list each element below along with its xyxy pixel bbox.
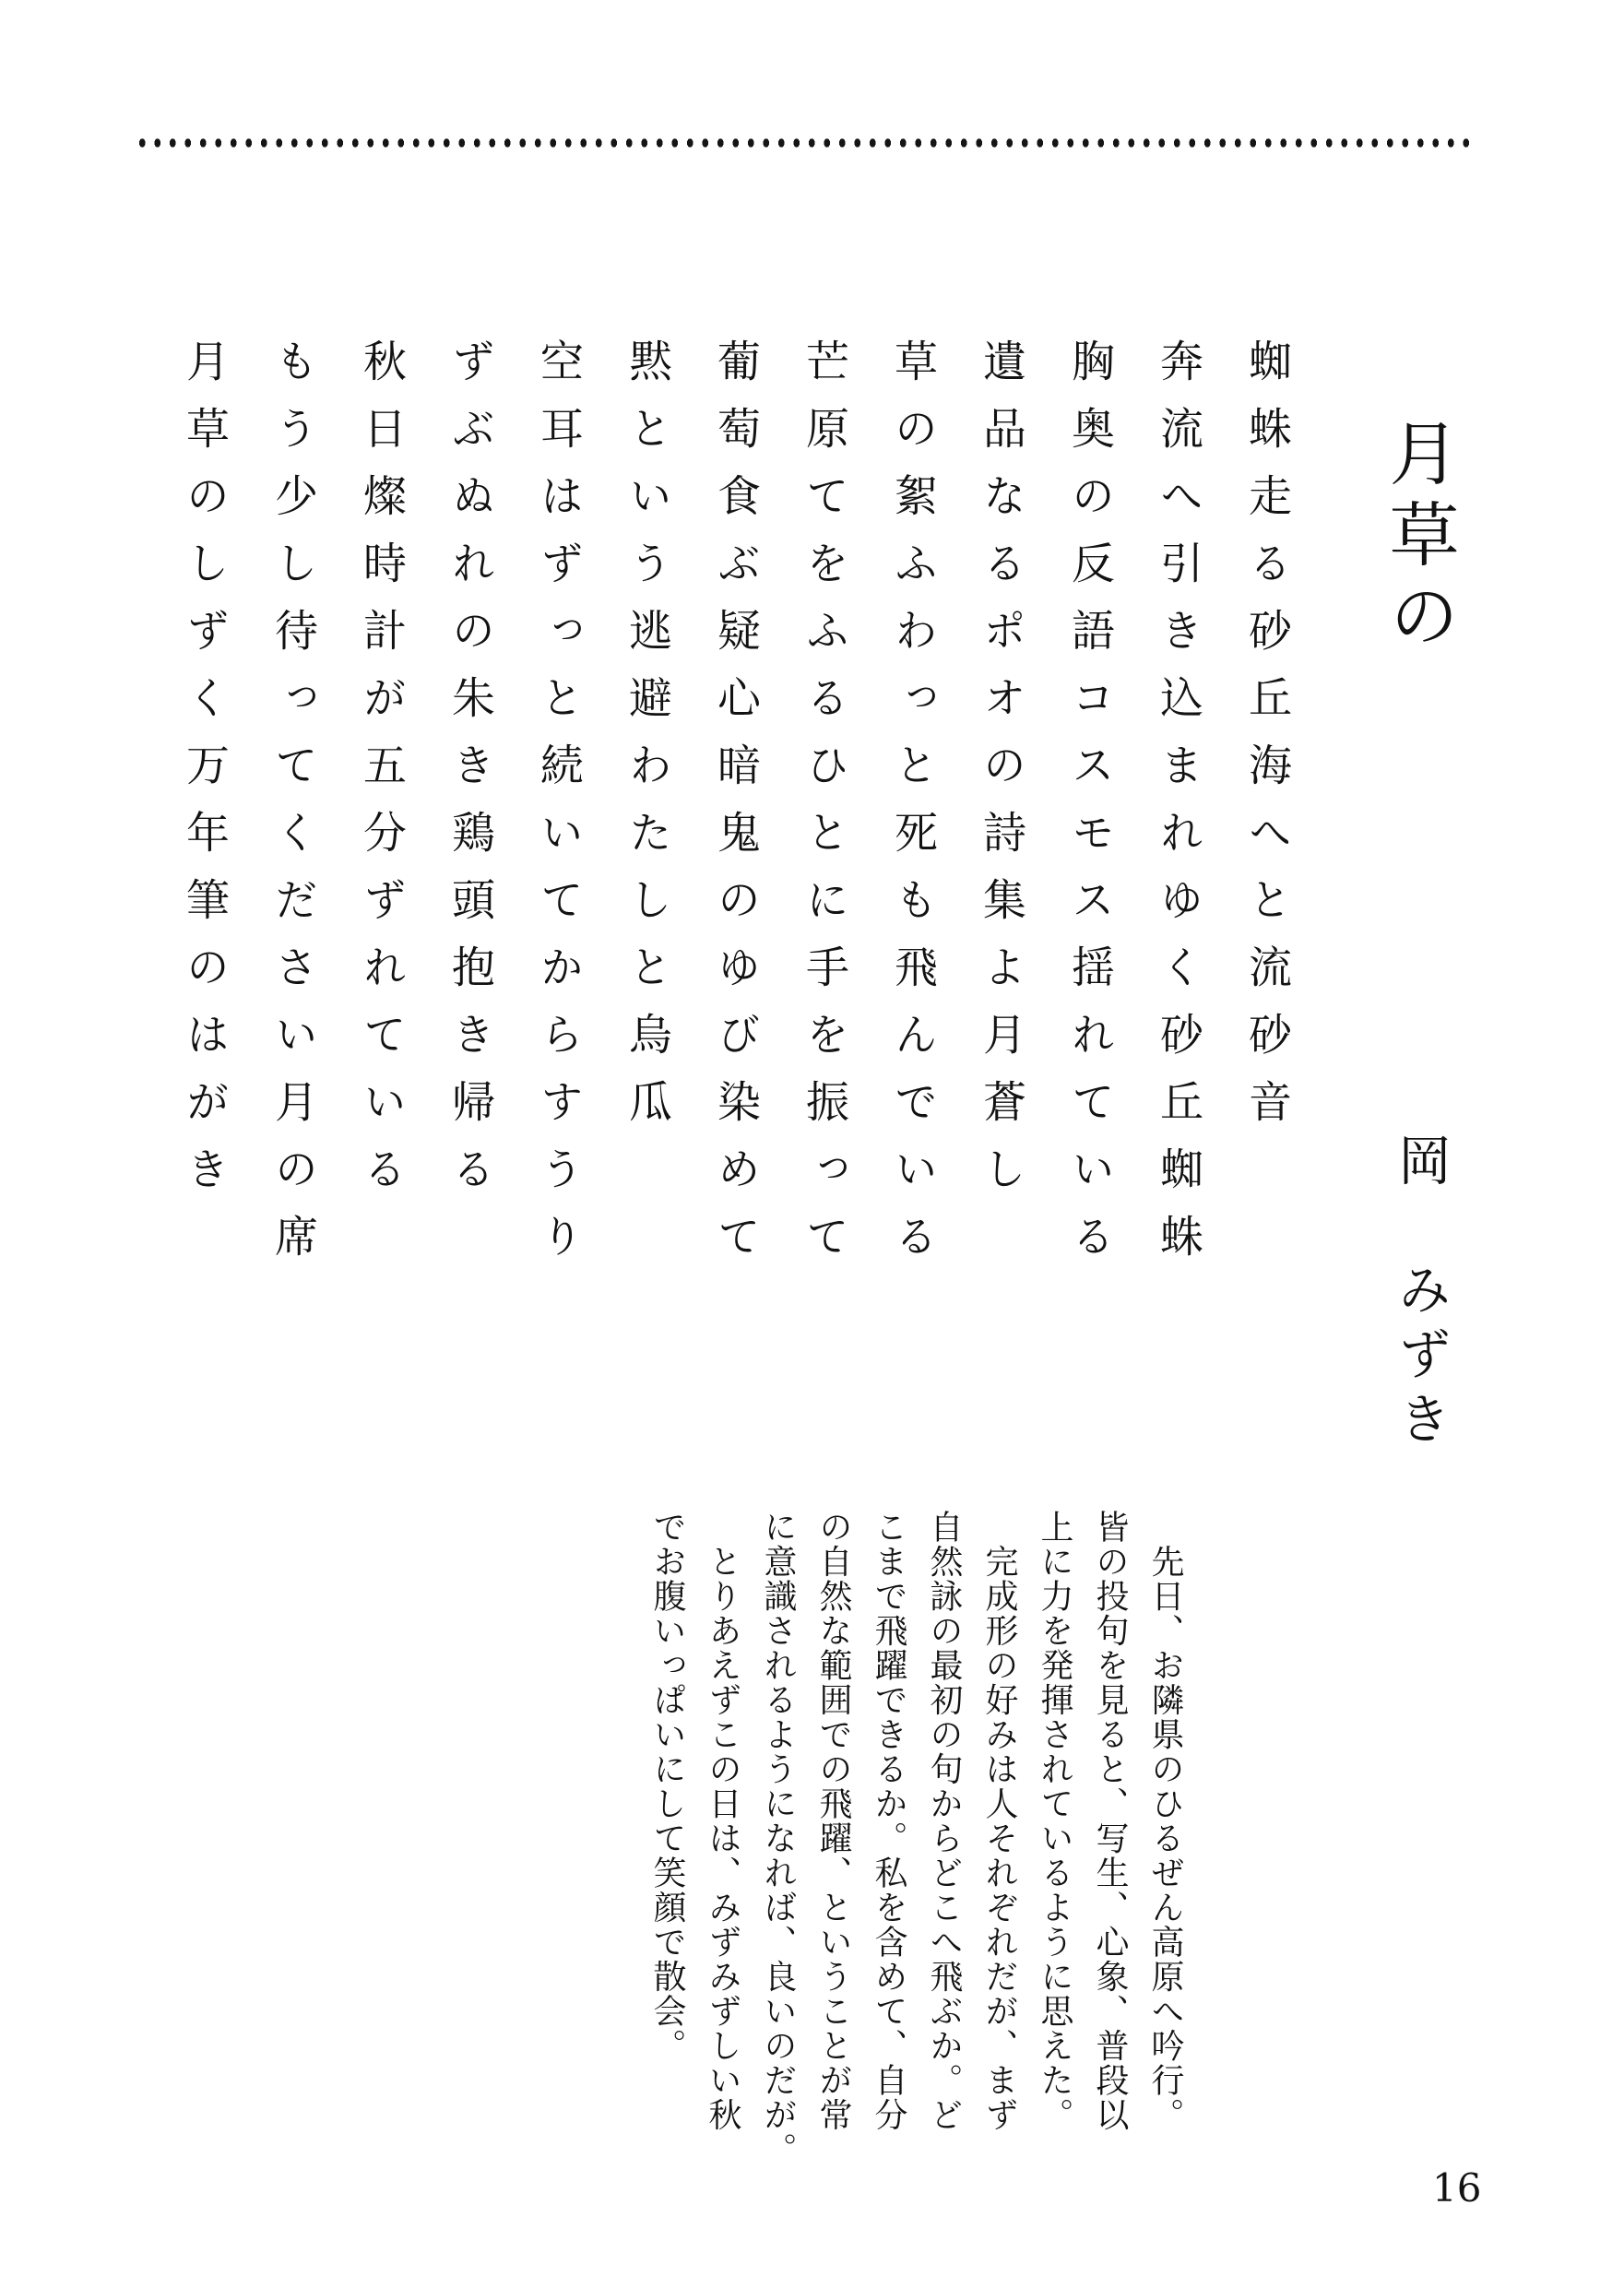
essay-column-8: に意識されるようになれば、良いのだが。 (759, 1510, 797, 2167)
essay-column-7: の自然な範囲での飛躍、ということが常 (814, 1510, 852, 2132)
essay-column-4: 完成形の好みは人それぞれだが、まず (980, 1510, 1018, 2132)
essay-column-9: とりあえずこの日は、みずみずしい秋 (704, 1510, 741, 2132)
page-title: 月草の (1378, 417, 1460, 660)
poem-column-5: 草の絮ふわっと死も飛んでいる (887, 338, 938, 1281)
page-number: 16 (1432, 2165, 1482, 2211)
essay-column-2: 皆の投句を見ると、写生、心象、普段以 (1091, 1510, 1129, 2132)
poem-column-13: 月草のしずく万年筆のはがき (179, 338, 230, 1214)
poem-column-4: 遺品なるポオの詩集よ月蒼し (976, 338, 1026, 1214)
essay-column-6: こまで飛躍できるか。私を含めて、自分 (870, 1510, 907, 2132)
essay-column-10: でお腹いっぱいにして笑顔で散会。 (648, 1510, 686, 2063)
poem-column-11: 秋日燦時計が五分ずれている (356, 338, 407, 1214)
poem-column-12: もう少し待ってください月の席 (267, 338, 318, 1281)
poem-list (160, 338, 1310, 1307)
poem-column-9: 空耳はずっと続いてからすうり (533, 338, 584, 1281)
poem-column-2: 奔流へ引き込まれゆく砂丘蜘蛛 (1153, 338, 1203, 1281)
poem-column-8: 黙という逃避わたしと烏瓜 (622, 338, 672, 1146)
dotted-divider (135, 137, 1474, 148)
poem-column-6: 芒原てをふるひとに手を振って (799, 338, 849, 1281)
poem-column-10: ずぶぬれの朱き鶏頭抱き帰る (445, 338, 495, 1214)
essay-column-1: 先日、お隣県のひるぜん高原へ吟行。 (1146, 1510, 1184, 2132)
poem-column-3: 胸奥の反語コスモス揺れている (1064, 338, 1115, 1281)
essay-column-3: 上に力を発揮されているように思えた。 (1036, 1510, 1073, 2132)
poem-column-1: 蜘蛛走る砂丘海へと流砂音 (1241, 338, 1292, 1146)
poem-column-7: 葡萄食ぶ疑心暗鬼のゆび染めて (710, 338, 761, 1281)
essay-commentary (639, 1510, 1192, 2167)
author-name: 岡 みずき (1389, 1132, 1452, 1455)
essay-column-5: 自然詠の最初の句からどこへ飛ぶか。ど (925, 1510, 963, 2132)
